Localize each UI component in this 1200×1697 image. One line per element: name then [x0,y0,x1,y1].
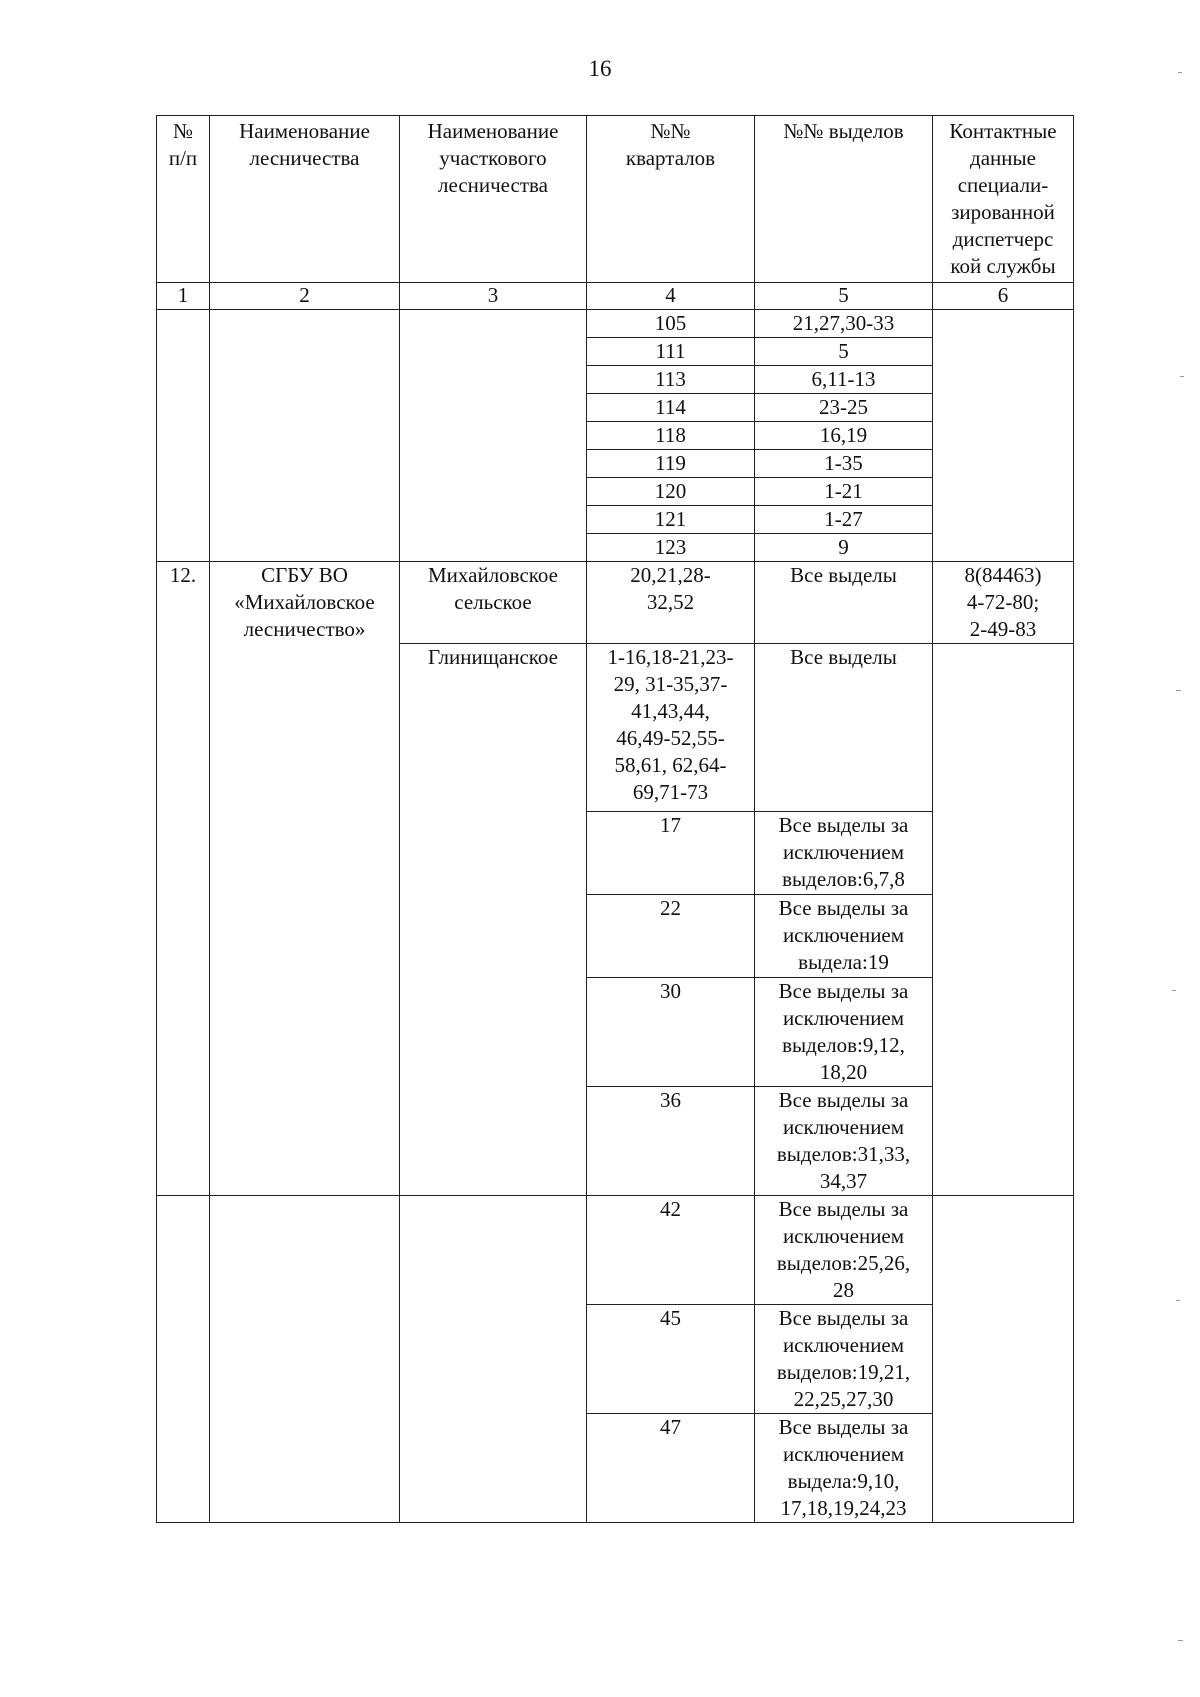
column-number-row [157,283,1074,310]
quarter-cell: 114 [587,394,755,422]
scan-speck [1180,376,1184,377]
plots-cell: Все выделы [755,644,933,812]
plots-cell: Все выделы за исключением выделов:6,7,8 [755,812,933,895]
quarter-cell: 42 [587,1196,755,1305]
empty-cell [933,310,1074,562]
column-number: 1 [157,283,210,310]
scan-speck [1176,1300,1180,1301]
quarter-cell: 111 [587,338,755,366]
forestry-table [156,115,1074,1523]
quarter-cell: 30 [587,978,755,1087]
plots-cell: Все выделы за исключением выделов:25,26, 28 [755,1196,933,1305]
forestry-name: СГБУ ВО «Михайловское лесничество» [210,562,400,1196]
scan-speck [1176,690,1181,691]
quarter-cell: 121 [587,506,755,534]
quarter-cell: 1-16,18-21,23- 29, 31-35,37- 41,43,44, 46,49-52,55- 58,61, 62,64- 69,71-73 [587,644,755,812]
quarter-cell: 17 [587,812,755,895]
entry-number: 12. [157,562,210,1196]
plots-cell: Все выделы за исключением выдела:19 [755,895,933,978]
quarter-cell: 20,21,28- 32,52 [587,562,755,644]
column-number: 6 [933,283,1074,310]
quarter-cell: 119 [587,450,755,478]
plots-cell: 5 [755,338,933,366]
table-header-row [157,116,1074,283]
plots-cell: 21,27,30-33 [755,310,933,338]
empty-cell [210,1196,400,1523]
header-plots: №№ выделов [755,116,933,283]
plots-cell: 6,11-13 [755,366,933,394]
page-number: 16 [588,56,612,81]
empty-cell [400,310,587,562]
table-row [157,1196,1074,1305]
column-number: 2 [210,283,400,310]
quarter-cell: 118 [587,422,755,450]
header-quarters: №№ кварталов [587,116,755,283]
empty-cell [400,1196,587,1523]
quarter-cell: 105 [587,310,755,338]
plots-cell: 1-27 [755,506,933,534]
header-district: Наименование участкового лесничества [400,116,587,283]
column-number: 5 [755,283,933,310]
contact-cell: 8(84463) 4-72-80; 2-49-83 [933,562,1074,644]
quarter-cell: 113 [587,366,755,394]
quarter-cell: 22 [587,895,755,978]
plots-cell: 23-25 [755,394,933,422]
plots-cell: 1-35 [755,450,933,478]
plots-cell: 16,19 [755,422,933,450]
table-row-entry-12 [157,562,1074,644]
plots-cell: Все выделы за исключением выделов:31,33, 34,37 [755,1087,933,1196]
header-contacts: Контактные данные специали- зированной диспетчерс кой службы [933,116,1074,283]
empty-cell [157,1196,210,1523]
header-number: № п/п [157,116,210,283]
plots-cell: Все выделы за исключением выделов:19,21, 22,25,27,30 [755,1305,933,1414]
empty-cell [933,644,1074,1196]
quarter-cell: 47 [587,1414,755,1523]
quarter-cell: 36 [587,1087,755,1196]
plots-cell: Все выделы [755,562,933,644]
table-row [157,310,1074,338]
plots-cell: 9 [755,534,933,562]
plots-cell: Все выделы за исключением выделов:9,12, 18,20 [755,978,933,1087]
district-name: Михайловское сельское [400,562,587,644]
empty-cell [933,1196,1074,1523]
column-number: 3 [400,283,587,310]
quarter-cell: 123 [587,534,755,562]
scan-speck [1178,1640,1183,1641]
district-name: Глинищанское [400,644,587,1196]
quarter-cell: 45 [587,1305,755,1414]
quarter-cell: 120 [587,478,755,506]
scan-speck [1172,990,1176,991]
empty-cell [210,310,400,562]
plots-cell: 1-21 [755,478,933,506]
plots-cell: Все выделы за исключением выдела:9,10, 17,18,19,24,23 [755,1414,933,1523]
column-number: 4 [587,283,755,310]
empty-cell [157,310,210,562]
header-forestry: Наименование лесничества [210,116,400,283]
scan-speck [1178,72,1182,73]
